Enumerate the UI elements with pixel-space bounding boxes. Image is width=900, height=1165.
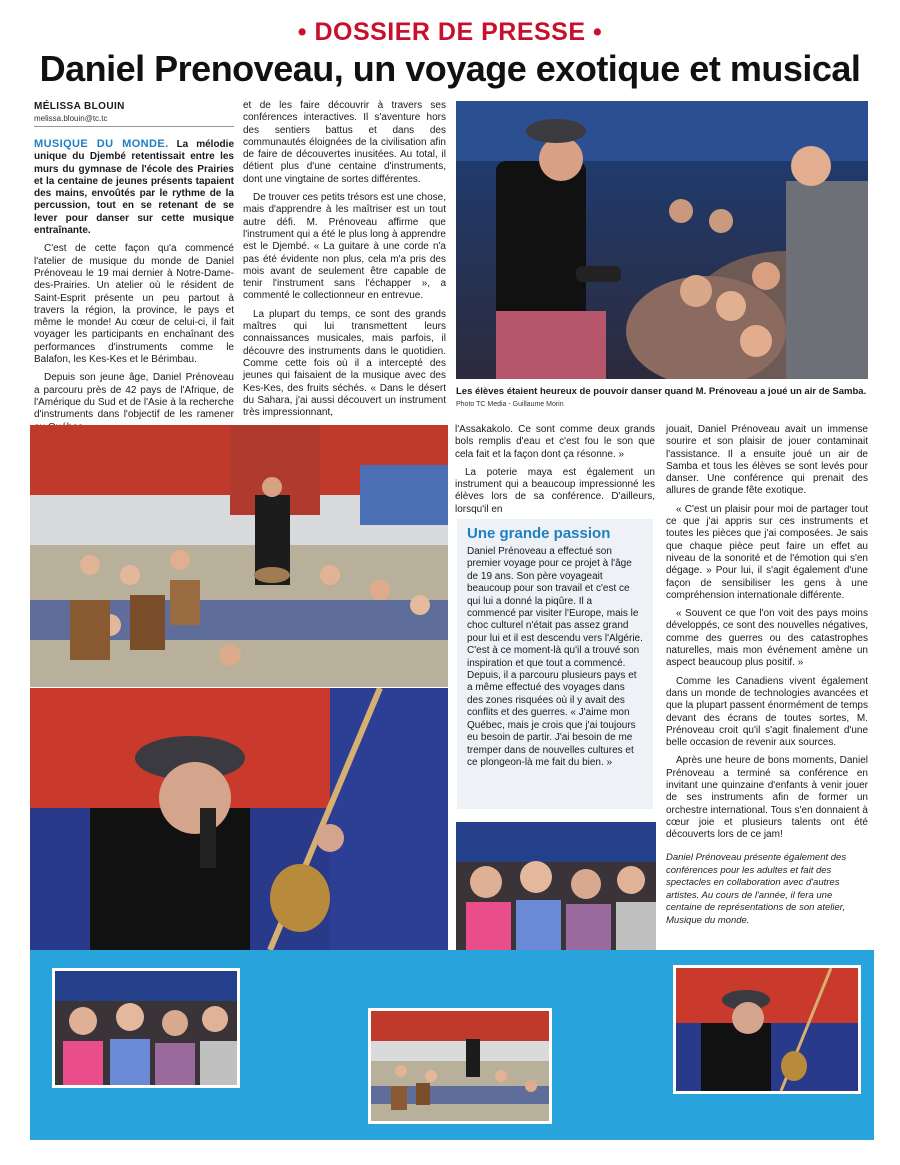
rubric: MUSIQUE DU MONDE. bbox=[34, 138, 169, 150]
main-photo-dancing-students bbox=[456, 101, 868, 379]
author-name: MÉLISSA BLOUIN bbox=[34, 101, 125, 112]
paragraph: Depuis son jeune âge, Daniel Prénoveau a parcouru près de 42 pays de l'Afrique, de l'Amérique du Sud et de l'Asie à la recherche d'instruments dans l'objectif de les ramener bbox=[34, 372, 234, 421]
caption-text: Les élèves étaient heureux de pouvoir danser quand M. Prénoveau a joué un air de Samba. bbox=[456, 386, 867, 397]
gym-drum-circle-photo bbox=[30, 425, 448, 687]
paragraph: De trouver ces petits trésors est une chose, mais d'apprendre à les maîtriser est un tout autre défi. M. Prénoveau affirme que l'instrument qui a été le plus long à apprendre est le Djembé. « La guitare à une corde n'a pas été évidente non plus, cela m'a pris des mois avant de seulement être capable de tenir l'instrument sans l'échapper », a commenté le collectionneur en entrevue. bbox=[243, 192, 446, 302]
sidebar-body bbox=[457, 542, 653, 769]
paragraph: La plupart du temps, ce sont des grands maîtres qui lui transmettent leurs connaissances musicales, mais parfois, il découvre des instruments dans le quotidien. Comme cette fois où il a intercepté des jeunes qui faisaient de la musique avec des Kes-Kes, des fruits séchés. « Dans le désert du Sahara, j'ai aussi découvert un instrument très impressionnant, bbox=[243, 308, 446, 419]
article-column-2 bbox=[243, 100, 446, 425]
kids-clapping-photo bbox=[456, 822, 656, 952]
thumbnail-kids-clapping[interactable] bbox=[52, 968, 240, 1088]
byline-divider bbox=[34, 126, 234, 127]
main-photo-caption bbox=[456, 386, 868, 411]
sidebar-title: Une grande passion bbox=[467, 525, 611, 542]
headline: Daniel Prenoveau, un voyage exotique et musical bbox=[39, 48, 861, 89]
author-email[interactable]: melissa.blouin@tc.tc bbox=[34, 114, 108, 123]
paragraph: jouait, Daniel Prénoveau avait un immense sourire et son plaisir de jouer contaminait l'assistance. Il a ensuite joué un air de Samba et tous les élèves se sont levés pour danser. Une conférence qui prenait des allures de grande fête exotique. bbox=[666, 424, 868, 497]
article-column-3 bbox=[455, 424, 655, 522]
section-kicker: • DOSSIER DE PRESSE • bbox=[297, 18, 603, 46]
lead-paragraph bbox=[34, 138, 234, 237]
paragraph: « Souvent ce que l'on voit des pays moins développés, ce sont des nouvelles négatives, comme des guerres ou des catastrophes naturelles, mais mon événement amène un aspect beaucoup plus positif. » bbox=[666, 608, 868, 669]
thumbnail-gym-drum-circle[interactable] bbox=[368, 1008, 552, 1124]
photo-credit: Photo TC Media - Guillaume Morin bbox=[456, 401, 564, 408]
side-photo-caption: Daniel Prénoveau présente également des conférences pour les adultes et fait des spectacles en collaboration avec d'autres artistes. Au cours de l'année, il fera une centaine de représentations de son atelier, Musique du monde. bbox=[666, 852, 847, 926]
lead-text: La mélodie unique du Djembé retentissait entre les murs du gymnase de l'école des Prairies et la centaine de jeunes présents tapaient des mains, envoûtés par le rythme de la percussion, tout en se retenant de se lever pour danser sur cette musique entraînante. bbox=[34, 139, 235, 237]
paragraph: et de les faire découvrir à travers ses conférences interactives. Il s'aventure hors des sentiers battus et dans des communautés éloignées de la civilisation afin de faire de découvertes inusitées. Au total, il détient plus d'une centaine d'instruments, dont une vingtaine de sortes différentes. bbox=[243, 100, 446, 185]
paragraph: l'Assakakolo. Ce sont comme deux grands bols remplis d'eau et c'est fou le son que cela fait et la façon dont ça résonne. » bbox=[455, 424, 655, 460]
paragraph: La poterie maya est également un instrument qui a beaucoup impressionné les élèves lors de sa conférence. D'ailleurs, lorsqu'il en bbox=[455, 466, 655, 515]
musician-berimbau-photo bbox=[30, 688, 448, 950]
sidebar-paragraph: Daniel Prénoveau a effectué son premier voyage pour ce projet à l'âge de 19 ans. Son père voyageait beaucoup pour son travail et c'est ce qui lui a donné la piqûre. Il a commencé par visiter l'Europe, mais le choc culturel n'était pas assez grand pour lui et il est descendu vers l'Algérie. C'est à ce moment-là qu'il a trouvé son inspiration et que tout a commencé. Depuis, il a parcouru plusieurs pays et a même effectué des voyages dans des zones risquées où il y avait des conflits et des guerres. « J'aime mon Québec, mais je crois que j'ai toujours eu besoin de partir. J'ai besoin de me tremper dans de nouvelles cultures et ce plongeon-là me fait du bien. » bbox=[467, 546, 643, 768]
thumbnail-musician-berimbau[interactable] bbox=[673, 965, 861, 1094]
article-column-1 bbox=[34, 138, 234, 440]
paragraph: « C'est un plaisir pour moi de partager tout ce que j'ai appris sur ces instruments et toutes les pièces que j'ai composées. Je sais que chaque pièce peut faire un effet au niveau de la sonorité et de l'émotion qui s'en dégage. » Pour lui, il s'agit également d'une façon de sensibiliser les gens à une compréhension internationale différente. bbox=[666, 503, 868, 601]
article-column-4 bbox=[666, 424, 868, 848]
sidebar-box bbox=[457, 519, 653, 809]
paragraph: Comme les Canadiens vivent également dans un monde de technologies avancées et que la plupart passent énormément de temps devant des écrans de toutes sortes, M. Prénoveau croit qu'il s'agit finalement d'une belle occasion de revenir aux sources. bbox=[666, 675, 868, 749]
paragraph: C'est de cette façon qu'a commencé l'atelier de musique du monde de Daniel Prénoveau le 19 mai dernier à Notre-Dame-des-Prairies. Un atelier où le résident de Saint-Esprit présente un peu partout à travers la région, la province, le pays et même le monde! Au cœur de celui-ci, il fait voyager les participants en enchaînant des performances d'instruments comme le Balafon, les Kes-Kes et le Bérimbau. bbox=[34, 243, 234, 366]
paragraph: Après une heure de bons moments, Daniel Prénoveau a terminé sa conférence en invitant une quinzaine d'enfants à venir jouer de ses instruments afin de former un orchestre international. Tous s'en donnaient à cœur joie et plusieurs talents ont été découverts lors de ce jam! bbox=[666, 755, 868, 841]
